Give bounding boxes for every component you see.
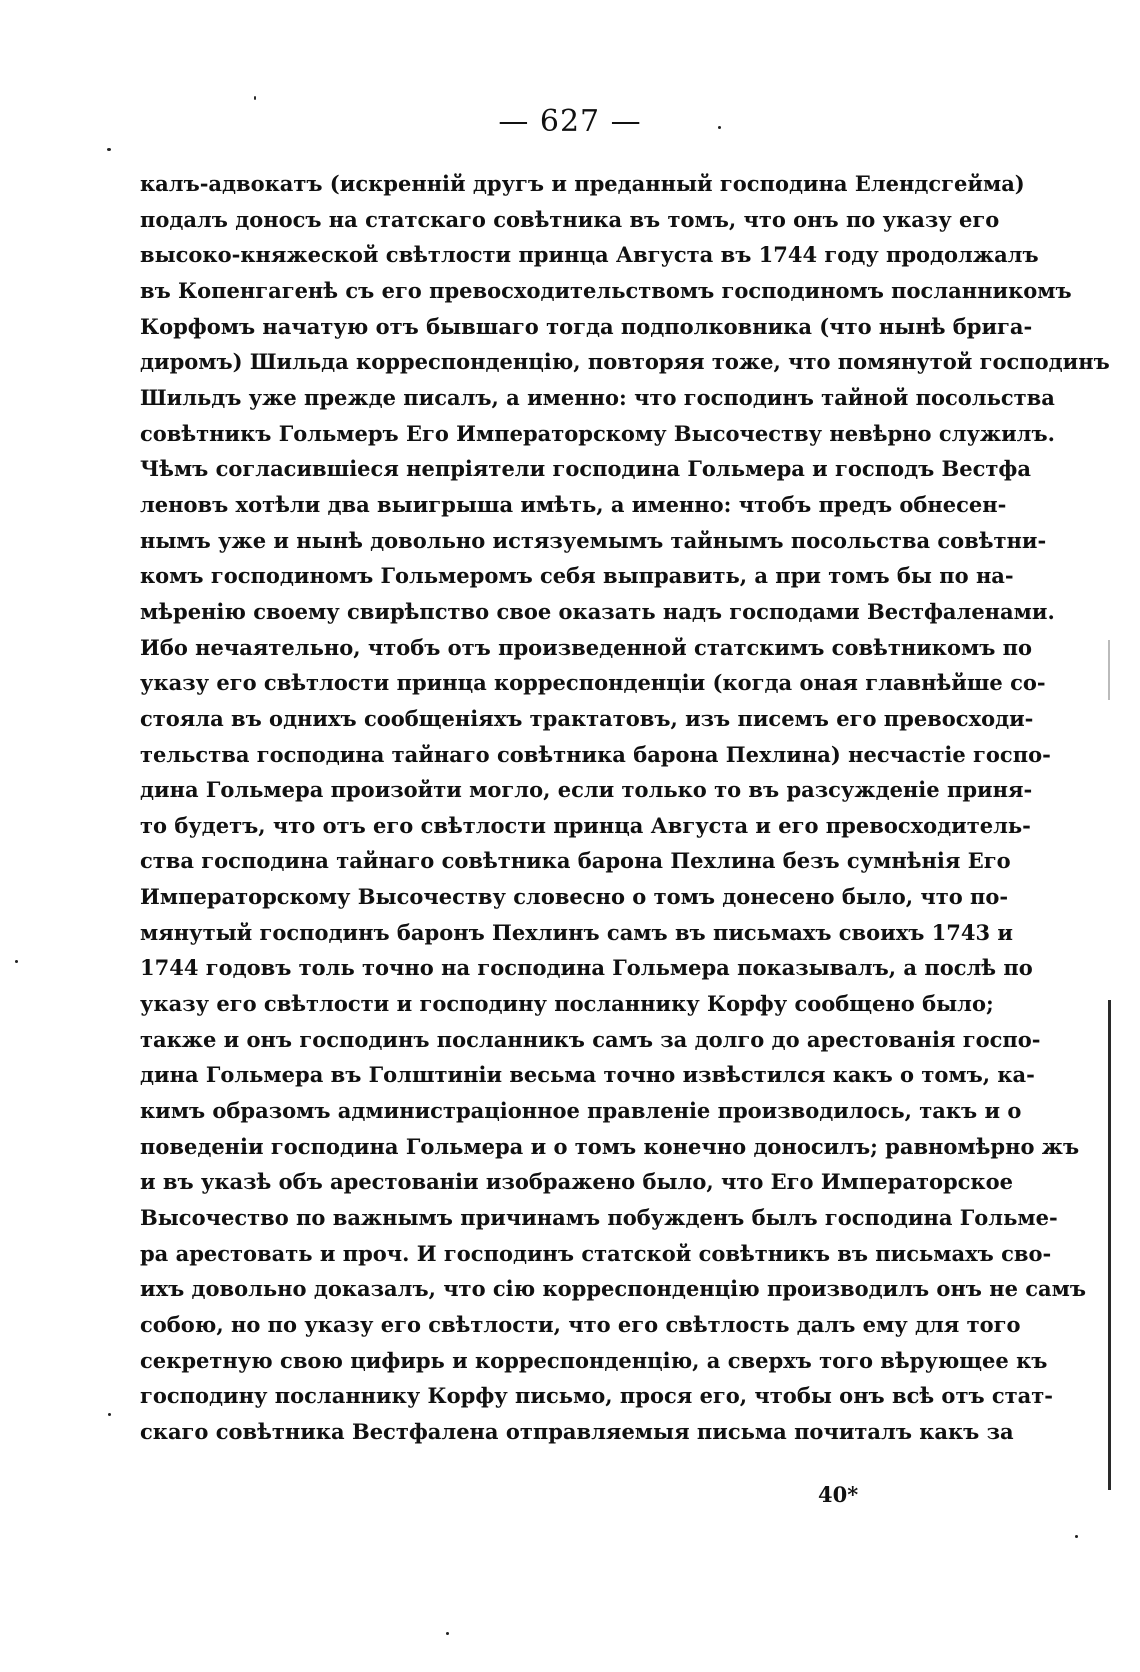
body-text [140,166,1110,1450]
scan-speck [254,96,256,100]
text-line: тельства господина тайнаго совѣтника барона Пехлина) несчастіе госпо- [140,741,1051,767]
text-line: ихъ довольно доказалъ, что сію корреспонденцію производилъ онъ не самъ [140,1276,1087,1302]
text-line: мянутый господинъ баронъ Пехлинъ самъ въ письмахъ своихъ 1743 и [140,919,1013,945]
text-line: совѣтникъ Гольмеръ Его Императорскому Высочеству невѣрно служилъ. [140,420,1055,446]
text-line: Корфомъ начатую отъ бывшаго тогда подполковника (что нынѣ брига- [140,313,1033,339]
text-line: Ибо нечаятельно, чтобъ отъ произведенной статскимъ совѣтникомъ по [140,634,1032,660]
scan-edge-mark [1108,640,1110,700]
signature-mark: 40* [818,1482,859,1507]
text-line: нымъ уже и нынѣ довольно истязуемымъ тайнымъ посольства совѣтни- [140,527,1047,553]
text-line: поведеніи господина Гольмера и о томъ конечно доносилъ; равномѣрно жъ [140,1133,1080,1159]
text-line: высоко-княжеской свѣтлости принца Августа въ 1744 году продолжалъ [140,242,1039,268]
text-line: ства господина тайнаго совѣтника барона Пехлина безъ сумнѣнія Его [140,848,1011,874]
text-line: скаго совѣтника Вестфалена отправляемыя письма почиталъ какъ за [140,1418,1014,1444]
text-line: секретную свою цифирь и корреспонденцію, а сверхъ того вѣрующее къ [140,1347,1048,1373]
text-line: господину посланнику Корфу письмо, прося его, чтобы онъ всѣ отъ стат- [140,1383,1054,1409]
text-line: также и онъ господинъ посланникъ самъ за долго до арестованія госпо- [140,1026,1041,1052]
text-line: кимъ образомъ администраціонное правленіе производилось, такъ и о [140,1098,1022,1124]
page-number-header: — 627 — [498,104,642,139]
text-line: Шильдъ уже прежде писалъ, а именно: что господинъ тайной посольства [140,384,1055,410]
text-line: стояла въ однихъ сообщеніяхъ трактатовъ, изъ писемъ его превосходи- [140,705,1034,731]
text-line: дина Гольмера произойти могло, если только то въ разсужденіе приня- [140,777,1033,803]
text-line: и въ указѣ объ арестованіи изображено было, что Его Императорское [140,1169,1013,1195]
scan-speck [1075,1535,1078,1538]
text-line: Чѣмъ согласившіеся непріятели господина Гольмера и господъ Вестфа [140,456,1031,482]
scan-speck [108,1413,111,1416]
text-line: дина Гольмера въ Голштиніи весьма точно извѣстился какъ о томъ, ка- [140,1062,1035,1088]
text-line: ра арестовать и проч. И господинъ статской совѣтникъ въ письмахъ сво- [140,1240,1052,1266]
text-line: мѣренію своему свирѣпство свое оказать надъ господами Вестфаленами. [140,598,1055,624]
scan-speck [718,126,721,129]
text-line: комъ господиномъ Гольмеромъ себя выправить, а при томъ бы по на- [140,563,1014,589]
text-line: Высочество по важнымъ причинамъ побужденъ былъ господина Гольме- [140,1205,1058,1231]
text-line: леновъ хотѣли два выигрыша имѣть, а именно: чтобъ предъ обнесен- [140,491,1007,517]
text-line: подалъ доносъ на статскаго совѣтника въ томъ, что онъ по указу его [140,206,1000,232]
text-line: указу его свѣтлости принца корреспонденціи (когда оная главнѣйше со- [140,670,1046,696]
text-line: собою, но по указу его свѣтлости, что его свѣтлость далъ ему для того [140,1312,1021,1337]
text-line: диромъ) Шильда корреспонденцію, повторяя тоже, что помянутой господинъ [140,349,1110,375]
text-line: въ Копенгагенѣ съ его превосходительствомъ господиномъ посланникомъ [140,277,1072,303]
scan-edge-mark [1108,1000,1111,1490]
scan-speck [446,1632,449,1635]
text-line: калъ-адвокатъ (искренній другъ и преданный господина Елендсгейма) [140,171,1025,196]
scan-speck [15,960,18,963]
text-line: Императорскому Высочеству словесно о томъ донесено было, что по- [140,884,1009,910]
text-line: указу его свѣтлости и господину посланнику Корфу сообщено было; [140,991,994,1017]
scan-speck [107,148,111,151]
text-line: то будетъ, что отъ его свѣтлости принца Августа и его превосходитель- [140,812,1031,838]
text-line: 1744 годовъ толь точно на господина Гольмера показывалъ, а послѣ по [140,955,1033,981]
